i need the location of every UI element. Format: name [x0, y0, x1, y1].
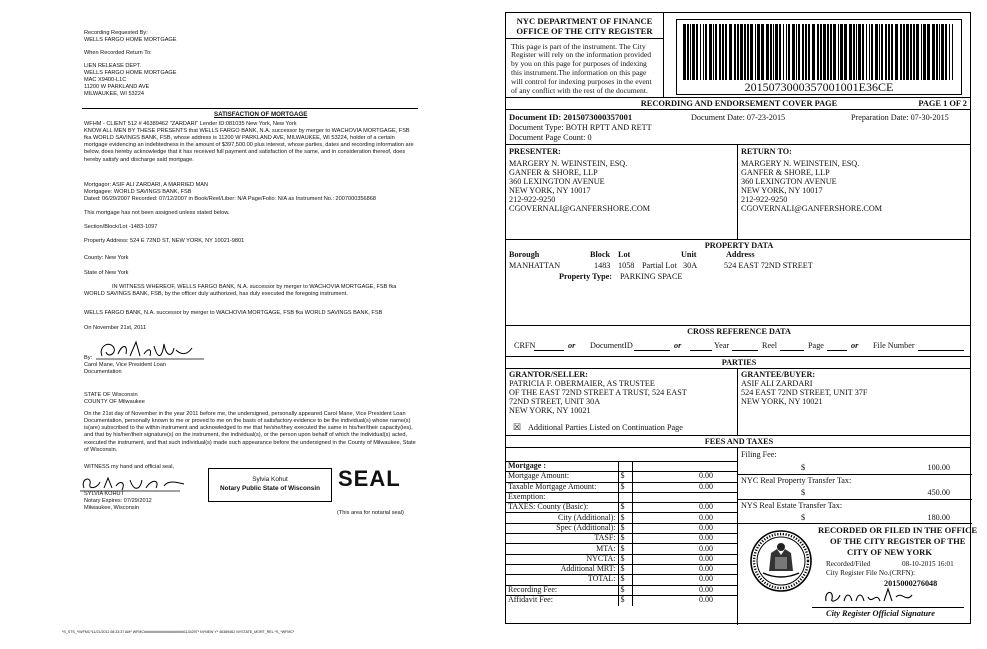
grantee-line: ASIF ALI ZARDARI: [741, 379, 813, 388]
fee-row: [506, 554, 737, 564]
file-no-label: City Register File No.(CRFN):: [826, 569, 916, 577]
fee-amount: 0.00: [632, 482, 737, 492]
barcode-bar: [734, 24, 736, 80]
barcode-bar: [910, 24, 912, 80]
return-line: NEW YORK, NY 10017: [741, 186, 823, 195]
barcode-bar: [936, 24, 938, 80]
barcode-bar: [879, 24, 880, 80]
barcode-bar: [913, 24, 915, 80]
recorded-line: OF THE CITY REGISTER OF THE: [830, 536, 966, 546]
year-label: Year: [714, 341, 730, 350]
presenter-line: GANFER & SHORE, LLP: [509, 168, 598, 177]
fee-row: [506, 492, 737, 502]
cover-title: RECORDING AND ENDORSEMENT COVER PAGE: [640, 99, 838, 108]
stamp-title: Notary Public State of Wisconsin: [219, 485, 321, 492]
barcode-bar: [692, 24, 695, 80]
barcode-bar: [823, 24, 826, 80]
fee-label: TAXES: County (Basic):: [506, 503, 618, 513]
or-label: or: [568, 341, 576, 350]
client-line: WFHM - CLIENT 512 # 46389462 "ZARDARI" Lender ID:081035 New York, New York: [84, 121, 297, 127]
grantee-line: 524 EAST 72ND STREET, UNIT 37F: [741, 388, 868, 397]
county-wi: COUNTY OF Milwaukee: [84, 399, 145, 405]
barcode-bar: [952, 24, 953, 80]
fee-row: [506, 472, 737, 482]
barcode-bar: [775, 24, 778, 80]
grantor-line: NEW YORK, NY 10021: [509, 406, 591, 415]
fee-label: Affidavit Fee:: [506, 595, 618, 605]
fee-symbol: $: [618, 575, 632, 585]
barcode-bar: [766, 24, 769, 80]
barcode-bar: [903, 24, 905, 80]
barcode-bar: [838, 24, 839, 80]
page-label: Page: [808, 341, 824, 350]
requested-by: WELLS FARGO HOME MORTGAGE: [84, 37, 177, 43]
additional-parties: Additional Parties Listed on Continuation Page: [528, 423, 683, 432]
preparation-date: Preparation Date: 07-30-2015: [851, 113, 949, 122]
barcode-bar: [885, 24, 887, 80]
fee-row: [506, 544, 737, 554]
presenter-line: 360 LEXINGTON AVENUE: [509, 177, 605, 186]
stamp-name: Sylvia Kohut: [252, 476, 288, 483]
parties-heading: PARTIES: [721, 358, 757, 367]
fee-label: Mortgage :: [506, 462, 618, 472]
property-type-label: Property Type:: [559, 272, 612, 281]
barcode-bar: [802, 24, 804, 80]
return-line: 11200 W PARKLAND AVE: [84, 84, 150, 90]
reel-label: Reel: [762, 341, 778, 350]
document-date: Document Date: 07-23-2015: [691, 113, 786, 122]
grantee-heading: GRANTEE/BUYER:: [741, 370, 816, 379]
return-line: LIEN RELEASE DEPT.: [84, 63, 142, 69]
seal-text: SEAL: [338, 466, 401, 491]
barcode-bar: [927, 24, 930, 80]
return-line: CGOVERNALI@GANFERSHORE.COM: [741, 204, 883, 213]
fee-row: [506, 513, 737, 523]
fee-row: [506, 575, 737, 585]
barcode-bar: [949, 24, 950, 80]
cover-page: [505, 12, 978, 624]
not-assigned: This mortgage has not been assigned unless stated below.: [84, 210, 230, 216]
office-name: OFFICE OF THE CITY REGISTER: [516, 26, 653, 36]
fee-amount: 0.00: [632, 523, 737, 533]
satisfaction-body: KNOW ALL MEN BY THESE PRESENTS that WELLS FARGO BANK, N.A. successor by merger to WACHOVIA MORTGAGE, FSB fka WORLD SAVINGS BANK, FSB, whose address is 11200 W PARKLAND AVE, MILWAUKEE, WI 53224, holder of a certain mortgage evidencing an indebtedness in the amount of $397,500.00 plus interest, whose parties, dates and recording information are below, does hereby acknowledge that it has received full payment and satisfaction of the same, and in consideration thereof, does hereby satisfy and discharge said mortgage.: [84, 128, 414, 163]
return-line: GANFER & SHORE, LLP: [741, 168, 830, 177]
fee-amount: 0.00: [632, 595, 737, 605]
bank-line: WELLS FARGO BANK, N.A. successor by merger to WACHOVIA MORTGAGE, FSB fka WORLD SAVINGS BANK, FSB: [84, 310, 383, 316]
fee-symbol: $: [618, 513, 632, 523]
register-signature-label: City Register Official Signature: [826, 609, 935, 618]
fee-row: [506, 503, 737, 513]
barcode-bar: [737, 24, 739, 80]
block: 1483: [594, 261, 611, 270]
or-label: or: [851, 341, 859, 350]
document-title: SATISFACTION OF MORTGAGE: [214, 111, 308, 118]
filing-fee-symbol: $: [801, 463, 806, 472]
barcode-bar: [713, 24, 714, 80]
barcode-bar: [709, 24, 712, 80]
barcode-bar: [906, 24, 909, 80]
barcode-bar: [788, 24, 790, 80]
barcode-bar: [900, 24, 902, 80]
grantor-line: PATRICIA F. OBERMAIER, AS TRUSTEE: [509, 379, 655, 388]
notice-line: this instrument.The information on this page: [511, 68, 647, 77]
fee-amount: 0.00: [632, 544, 737, 554]
barcode-bar: [750, 24, 753, 80]
return-line: MILWAUKEE, WI 53224: [84, 91, 144, 97]
notice-line: will control for indexing purposes in the event: [511, 77, 652, 86]
barcode-bar: [827, 24, 829, 80]
fee-symbol: $: [618, 585, 632, 595]
fee-amount: [632, 462, 737, 472]
grantor-line: 72ND STREET, UNIT 30A: [509, 397, 601, 406]
barcode-bar: [770, 24, 772, 80]
barcode-bar: [853, 24, 855, 80]
barcode-bar: [844, 24, 847, 80]
barcode-bar: [798, 24, 800, 80]
presenter-heading: PRESENTER:: [509, 147, 561, 156]
fee-label: Additional MRT:: [506, 564, 618, 574]
on-date: On November 21st, 2011: [84, 325, 147, 331]
register-signature: [822, 587, 922, 607]
fee-amount: 0.00: [632, 564, 737, 574]
fee-symbol: [618, 492, 632, 502]
signer-name: Carol Mane, Vice President Loan: [84, 362, 166, 368]
barcode-bar: [705, 24, 707, 80]
barcode-bar: [833, 24, 836, 80]
when-recorded-label: When Recorded Return To:: [84, 50, 152, 56]
fee-amount: 0.00: [632, 472, 737, 482]
barcode-bar: [773, 24, 774, 80]
barcode-bar: [869, 24, 870, 80]
barcode-bar: [761, 24, 764, 80]
fee-row: [506, 585, 737, 595]
document-id: Document ID: 2015073000357001: [509, 112, 633, 122]
unit: 30A: [683, 261, 698, 270]
property-type: PARKING SPACE: [620, 272, 683, 281]
barcode-bar: [866, 24, 867, 80]
fee-label: Taxable Mortgage Amount:: [506, 482, 618, 492]
state-wi: STATE OF Wisconsin: [84, 392, 138, 398]
col-address: Address: [726, 250, 755, 259]
fee-symbol: $: [618, 472, 632, 482]
barcode-bar: [719, 24, 721, 80]
fee-row: [506, 482, 737, 492]
return-to-heading: RETURN TO:: [741, 147, 792, 156]
notice-line: Register will rely on the information provided: [511, 50, 652, 59]
barcode-bar: [690, 24, 691, 80]
fee-symbol: $: [618, 564, 632, 574]
grantor-heading: GRANTOR/SELLER:: [509, 370, 589, 379]
recording-requested-label: Recording Requested By:: [84, 30, 148, 36]
fee-symbol: $: [618, 482, 632, 492]
crfn-label: CRFN: [514, 341, 536, 350]
documentid-label: DocumentID: [590, 341, 633, 350]
borough: MANHATTAN: [509, 261, 561, 270]
barcode-bar: [862, 24, 864, 80]
dept-name: NYC DEPARTMENT OF FINANCE: [516, 16, 653, 26]
barcode-bar: [683, 24, 686, 80]
fee-row: [506, 534, 737, 544]
grantee-line: NEW YORK, NY 10021: [741, 397, 823, 406]
fee-row: [506, 564, 737, 574]
barcode-bar: [856, 24, 857, 80]
presenter-line: CGOVERNALI@GANFERSHORE.COM: [509, 204, 651, 213]
fee-amount: 0.00: [632, 513, 737, 523]
recorded-filed-label: Recorded/Filed: [826, 560, 871, 568]
barcode-bar: [696, 24, 698, 80]
notice-line: by you on this page for purposes of indexing: [511, 59, 647, 68]
fees-table: [506, 461, 737, 606]
address: 524 EAST 72ND STREET: [724, 261, 813, 270]
fee-amount: 0.00: [632, 554, 737, 564]
barcode-bar: [945, 24, 947, 80]
barcode-bar: [792, 24, 795, 80]
barcode-bar: [888, 24, 890, 80]
fees-heading: FEES AND TAXES: [704, 437, 774, 446]
col-borough: Borough: [509, 250, 540, 259]
section-block-lot: Section/Block/Lot -1483-1097: [84, 224, 158, 230]
barcode-bar: [729, 24, 732, 80]
recorded-line: CITY OF NEW YORK: [847, 547, 933, 557]
nyc-rptt-symbol: $: [801, 488, 806, 497]
barcode-bar: [830, 24, 832, 80]
barcode-bar: [715, 24, 717, 80]
grantor-line: OF THE EAST 72ND STREET A TRUST, 524 EAST: [509, 388, 687, 397]
notice-line: This page is part of the instrument. The City: [511, 42, 646, 51]
fee-label: Mortgage Amount:: [506, 472, 618, 482]
notary-name: SYLVIA KOHUT: [84, 491, 124, 497]
fee-symbol: [618, 462, 632, 472]
nys-rett-symbol: $: [801, 513, 806, 522]
acknowledgment: On the 21st day of November in the year 2011 before me, the undersigned, personally appeared Carol Mane, Vice President Loan Documentation, personally known to me or proved to me on the basis of satisfactory evidence to be the individual(s) whose name(s) is(are) subscribed to the within instrument and acknowledged to me that he/she/they executed the same in his/her/their capacity(ies), and that by his/her/their signature(s) on the instrument, the individual(s), or the person upon behalf of which the individual(s) acted, executed the instrument, and that such individual(s) made such appearance before the undersigned in the County of Milwaukee, State of Wisconsin.: [84, 411, 416, 453]
footer-code: *S_STS_*/WFMC*11/21/2011 08:33:37 AM* WFMC####################1134297* NYNEW Y* 46389462 NYSTATE_MORT_REL *S_*WFMC*: [62, 630, 295, 634]
barcode-bar: [722, 24, 724, 80]
state: State of New York: [84, 270, 129, 276]
return-line: MAC X9400-L1C: [84, 77, 127, 83]
barcode-bar: [687, 24, 689, 80]
fee-row: [506, 595, 737, 605]
satisfaction-document: [0, 0, 492, 649]
recorded-line: RECORDED OR FILED IN THE OFFICE: [818, 525, 978, 535]
barcode-bar: [923, 24, 926, 80]
filing-fee-amount: 100.00: [927, 463, 950, 472]
fee-label: Recording Fee:: [506, 585, 618, 595]
barcode-bar: [921, 24, 922, 80]
barcode-bar: [916, 24, 919, 80]
barcode-bar: [796, 24, 797, 80]
barcode-bar: [744, 24, 746, 80]
recorded-filed-datetime: 08-10-2015 16:01: [902, 560, 954, 568]
fee-row: [506, 462, 737, 472]
file-number-label: File Number: [873, 341, 915, 350]
mortgagor: Mortgagor: ASIF ALI ZARDARI, A MARRIED MAN: [84, 182, 209, 188]
page-of: PAGE 1 OF 2: [918, 99, 967, 108]
barcode-bar: [820, 24, 822, 80]
document-type: Document Type: BOTH RPTT AND RETT: [509, 123, 652, 132]
barcode-bar: [700, 24, 701, 80]
barcode-bar: [939, 24, 940, 80]
notice-line: of any conflict with the rest of the document.: [511, 86, 648, 95]
col-lot: Lot: [618, 250, 631, 259]
officer-signature: [96, 338, 206, 364]
dated-line: Dated: 06/20/2007 Recorded: 07/12/2007 in Book/Reel/Liber: N/A Page/Folio: N/A as Instrument No.: 2007000356868: [84, 196, 377, 202]
nys-rett-amount: 180.00: [927, 513, 950, 522]
witness-clause: IN WITNESS WHEREOF, WELLS FARGO BANK, N.A. successor by merger to WACHOVIA MORTGAGE, FSB fka WORLD SAVINGS BANK, FSB, by the officer duly authorized, has duly executed the foregoing instrument.: [84, 284, 397, 298]
barcode-number: 2015073000357001001E36CE: [744, 80, 894, 94]
page-count: Document Page Count: 0: [509, 133, 592, 142]
barcode-bar: [725, 24, 727, 80]
or-label: or: [674, 341, 682, 350]
barcode-bar: [858, 24, 861, 80]
barcode-bar: [881, 24, 883, 80]
fee-symbol: $: [618, 523, 632, 533]
file-number: 2015000276048: [884, 579, 938, 588]
mortgagee: Mortgagee: WORLD SAVINGS BANK, FSB: [84, 189, 192, 195]
nys-rett-label: NYS Real Estate Transfer Tax:: [741, 501, 843, 510]
barcode-bar: [817, 24, 819, 80]
seal-note: (This area for notarial seal): [337, 510, 404, 516]
fee-amount: 0.00: [632, 585, 737, 595]
fee-symbol: $: [618, 595, 632, 605]
fee-symbol: $: [618, 544, 632, 554]
fee-amount: 0.00: [632, 534, 737, 544]
barcode-bar: [895, 24, 898, 80]
header-divider: [82, 108, 418, 109]
property-address: Property Address: 524 E 72ND ST, NEW YORK, NY 10021-9801: [84, 238, 245, 244]
barcode-bar: [871, 24, 873, 80]
property-data-heading: PROPERTY DATA: [704, 241, 774, 250]
barcode-bar: [840, 24, 843, 80]
notary-stamp: [208, 468, 332, 502]
fee-label: NYCTA:: [506, 554, 618, 564]
lot: 1058: [618, 261, 635, 270]
barcode-bar: [875, 24, 878, 80]
barcode-bar: [849, 24, 852, 80]
filing-fee-label: Filing Fee:: [741, 450, 777, 459]
county: County: New York: [84, 255, 129, 261]
additional-parties-checkbox[interactable]: ☒: [513, 422, 522, 432]
fee-symbol: $: [618, 503, 632, 513]
barcode-bar: [779, 24, 781, 80]
fee-label: TASF:: [506, 534, 618, 544]
fee-symbol: $: [618, 554, 632, 564]
barcode-bar: [808, 24, 810, 80]
partial-lot: Partial Lot: [642, 261, 677, 270]
presenter-line: MARGERY N. WEINSTEIN, ESQ.: [509, 159, 628, 168]
cross-reference-heading: CROSS REFERENCE DATA: [687, 327, 791, 336]
witness-hand: WITNESS my hand and official seal,: [84, 464, 175, 470]
barcode-box: [676, 19, 962, 95]
presenter-line: NEW YORK, NY 10017: [509, 186, 591, 195]
return-line: 212-922-9250: [741, 195, 788, 204]
barcode-bar: [703, 24, 704, 80]
barcode-bar: [805, 24, 807, 80]
fee-amount: 0.00: [632, 503, 737, 513]
fee-label: Exemption:: [506, 492, 618, 502]
fee-label: MTA:: [506, 544, 618, 554]
nyc-rptt-amount: 450.00: [927, 488, 950, 497]
barcode: [683, 24, 955, 80]
barcode-bar: [891, 24, 893, 80]
return-line: 360 LEXINGTON AVENUE: [741, 177, 837, 186]
fee-row: [506, 523, 737, 533]
col-block: Block: [590, 250, 611, 259]
by-label: By:: [84, 355, 93, 361]
barcode-bar: [747, 24, 749, 80]
col-unit: Unit: [681, 250, 697, 259]
fee-label: City (Additional):: [506, 513, 618, 523]
barcode-bar: [786, 24, 787, 80]
presenter-line: 212-922-9250: [509, 195, 556, 204]
notary-expires: Notary Expires: 07/29/2012: [84, 498, 152, 504]
fee-symbol: $: [618, 534, 632, 544]
signer-dept: Documentation: [84, 369, 122, 375]
fee-label: Spec (Additional):: [506, 523, 618, 533]
fee-label: TOTAL:: [506, 575, 618, 585]
city-seal-icon: [749, 529, 813, 593]
return-line: WELLS FARGO HOME MORTGAGE: [84, 70, 177, 76]
nyc-rptt-label: NYC Real Property Transfer Tax:: [741, 476, 852, 485]
barcode-bar: [740, 24, 743, 80]
fee-amount: [632, 492, 737, 502]
barcode-bar: [932, 24, 935, 80]
barcode-bar: [755, 24, 756, 80]
return-line: MARGERY N. WEINSTEIN, ESQ.: [741, 159, 860, 168]
notary-city: Milwaukee, Wisconsin: [84, 505, 140, 511]
barcode-bar: [941, 24, 944, 80]
barcode-bar: [757, 24, 760, 80]
fee-amount: 0.00: [632, 575, 737, 585]
barcode-bar: [812, 24, 815, 80]
barcode-bar: [783, 24, 784, 80]
